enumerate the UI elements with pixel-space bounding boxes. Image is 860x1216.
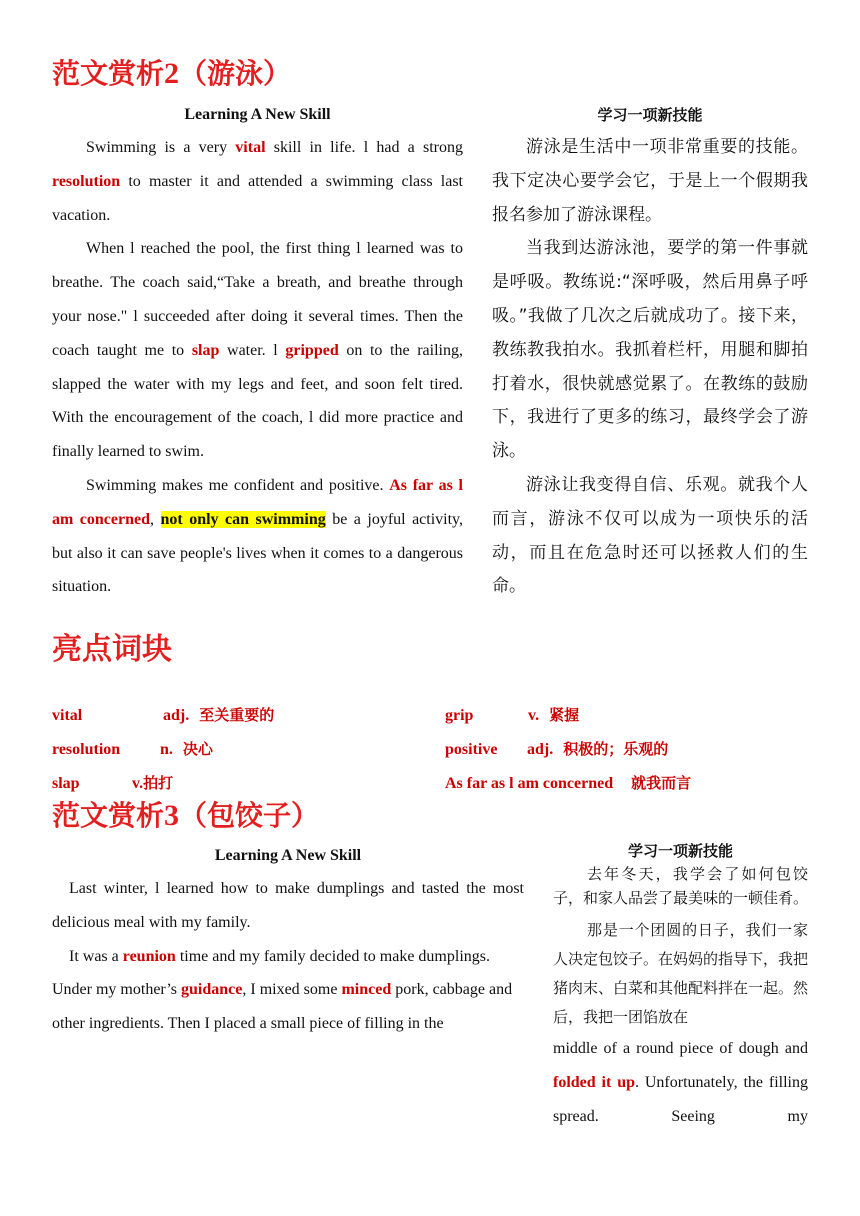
section3-chinese-column <box>553 840 808 1133</box>
section2-english-column <box>52 103 463 604</box>
section2-chinese-paragraph-3: 游泳让我变得自信、乐观。就我个人而言，游泳不仅可以成为一项快乐的活动，而且在危急时还可以拯救人们的生命。 <box>492 474 808 597</box>
section2-english-paragraph-1: Swimming is a very vital skill in life. l had a strong resolution to master it and attended a swimming class last vacation. <box>52 139 463 224</box>
section2-english-paragraph-3: Swimming makes me confident and positive. As far as l am concerned, not only can swimming be a joyful activity, but also it can save people's lives when it comes to a dangerous situation. <box>52 476 464 596</box>
vocab-item: positive adj. 积极的；乐观的 <box>445 740 669 758</box>
section2-title: 范文赏析2（游泳） <box>52 57 292 90</box>
section3-chinese-paragraph-2-continued: middle of a round piece of dough and folded it up. Unfortunately, the filling spread. Seeing my <box>553 1040 808 1125</box>
section2-chinese-title: 学习一项新技能 <box>597 106 703 124</box>
vocab-item: slap v.拍打 <box>52 774 174 792</box>
section3-title: 范文赏析3（包饺子） <box>52 799 320 832</box>
section2-english-paragraph-2: When l reached the pool, the first thing l learned was to breathe. The coach said,“Take a breath, and breathe through your nose." l succeeded after doing it several times. Then the coach taught me to slap water. l gripped on to the railing, slapped the water with my legs and feet, and soon felt tired. With the encouragement of the coach, l did more practice and finally learned to swim. <box>52 240 463 461</box>
vocab-item: grip v. 紧握 <box>445 706 580 724</box>
vocab-item: resolution n. 决心 <box>52 740 213 758</box>
section3-english-column <box>52 844 524 1041</box>
section3-chinese-paragraph-2: 那是一个团圆的日子，我们一家人决定包饺子。在妈妈的指导下，我把猪肉末、白菜和其他配料拌在一起。然后，我把一团馅放在 <box>553 921 809 1026</box>
section3-english-title: Learning A New Skill <box>214 847 362 864</box>
section2-english-title: Learning A New Skill <box>184 106 331 123</box>
vocab-item: As far as l am concerned 就我而言 <box>445 774 692 792</box>
section3-english-paragraph-1: Last winter, l learned how to make dumplings and tasted the most delicious meal with my family. <box>52 880 524 931</box>
section3-chinese-title: 学习一项新技能 <box>627 842 733 860</box>
vocab-item: vital adj. 至关重要的 <box>52 706 275 724</box>
section2-chinese-paragraph-1: 游泳是生活中一项非常重要的技能。我下定决心要学会它，于是上一个假期我报名参加了游泳课程。 <box>492 137 808 225</box>
section3-chinese-paragraph-1: 去年冬天，我学会了如何包饺子，和家人品尝了最美味的一顿佳肴。 <box>553 865 809 907</box>
vocab-list <box>52 700 812 800</box>
section2-chinese-column <box>492 103 808 604</box>
section3-english-paragraph-2: It was a reunion time and my family decided to make dumplings. Under my mother’s guidance, I mixed some minced pork, cabbage and other ingredients. Then I placed a small piece of filling in the <box>52 947 513 1033</box>
section2-chinese-paragraph-2: 当我到达游泳池，要学的第一件事就是呼吸。教练说:“深呼吸，然后用鼻子呼吸。”我做了几次之后就成功了。接下来，教练教我拍水。我抓着栏杆，用腿和脚拍打着水，很快就感觉累了。在教练的鼓励下，我进行了更多的练习，最终学会了游泳。 <box>492 238 808 462</box>
highlights-title: 亮点词块 <box>52 632 172 667</box>
